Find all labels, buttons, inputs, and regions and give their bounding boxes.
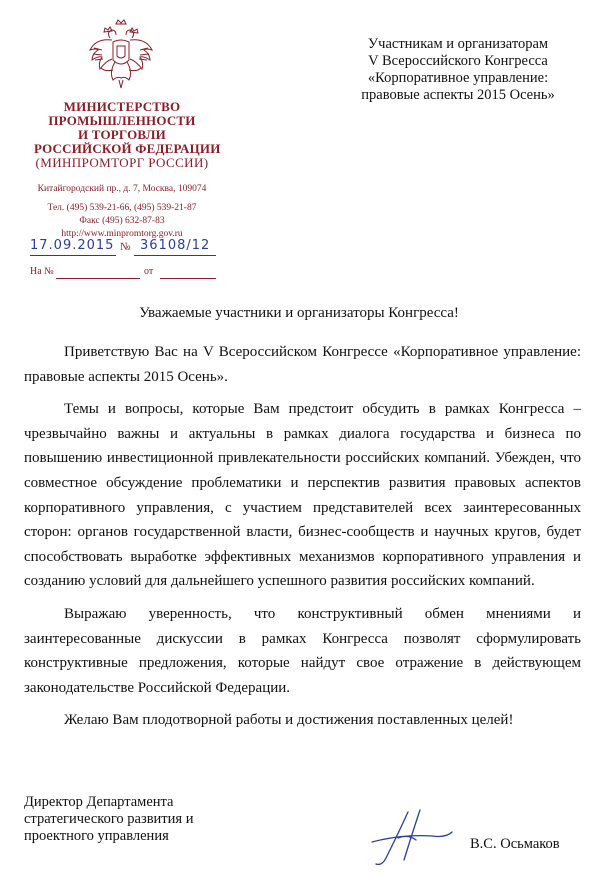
- addressee-line: правовые аспекты 2015 Осень»: [361, 87, 555, 103]
- reference-date-underline: [160, 278, 216, 279]
- ministry-address: Китайгородский пр., д. 7, Москва, 109074: [37, 184, 207, 194]
- registration-number-sign: №: [120, 241, 131, 253]
- registration-number: 36108/12: [140, 238, 211, 253]
- ministry-fax: Факс (495) 632-87-83: [79, 216, 165, 226]
- ministry-contacts: [22, 183, 222, 241]
- date-underline: [30, 255, 116, 256]
- reference-from-label: от: [144, 266, 154, 277]
- body-paragraph: Желаю Вам плодотворной работы и достижения поставленных целей!: [64, 712, 514, 729]
- signatory-title-line: проектного управления: [24, 828, 169, 844]
- registration-line: [30, 240, 216, 258]
- reference-line: [30, 266, 216, 280]
- ministry-phone: Тел. (495) 539-21-66, (495) 539-21-87: [47, 203, 197, 213]
- reference-underline: [56, 278, 140, 279]
- addressee-line: V Всероссийского Конгресса: [368, 53, 548, 69]
- body-paragraph: Выражаю уверенность, что конструктивный обмен мнениями и заинтересованные дискуссии в рамках Конгресса позволят сформулировать конструктивные предложения, которые найдут свое отражение в действующем законодательстве Российской Федерации.: [24, 605, 581, 696]
- number-underline: [134, 255, 216, 256]
- ministry-line: И ТОРГОВЛИ: [78, 127, 166, 142]
- addressee-block: [338, 36, 578, 104]
- signatory-title-line: стратегического развития и: [24, 811, 194, 827]
- letter-body: [24, 340, 581, 741]
- addressee-line: Участникам и организаторам: [367, 36, 549, 52]
- addressee-line: «Корпоративное управление:: [367, 70, 549, 86]
- handwritten-signature: [368, 808, 458, 868]
- ministry-line: РОССИЙСКОЙ ФЕДЕРАЦИИ: [34, 141, 221, 156]
- signatory-name: В.С. Осьмаков: [470, 836, 560, 852]
- coat-of-arms-emblem: [86, 18, 156, 96]
- signatory-title: [24, 794, 264, 845]
- body-paragraph: Темы и вопросы, которые Вам предстоит обсудить в рамках Конгресса – чрезвычайно важны и актуальны в рамках диалога государства и бизнеса по повышению инвестиционной привлекательности российских компаний. Убежден, что совместное обсуждение проблематики и перспектив развития правовых аспектов корпоративного управления, с участием представителей всех заинтересованных сторон: органов государственной власти, бизнес-сообществ и научных кругов, будет способствовать выработке эффективных механизмов корпоративного управления и созданию условий для дальнейшего успешного развития российских компаний.: [24, 401, 581, 590]
- reference-label: На №: [30, 266, 54, 277]
- registration-date: 17.09.2015: [30, 238, 115, 253]
- ministry-name: [34, 99, 221, 170]
- ministry-line: ПРОМЫШЛЕННОСТИ: [48, 113, 196, 128]
- body-paragraph: Приветствую Вас на V Всероссийском Конгрессе «Корпоративное управление: правовые аспекты 2015 Осень».: [24, 344, 581, 385]
- salutation: Уважаемые участники и организаторы Конгресса!: [139, 305, 459, 321]
- signatory-title-line: Директор Департамента: [24, 794, 174, 810]
- ministry-website: http://www.minpromtorg.gov.ru: [61, 229, 183, 239]
- ministry-line: МИНИСТЕРСТВО: [63, 99, 181, 114]
- ministry-abbreviation: (МИНПРОМТОРГ РОССИИ): [35, 155, 209, 170]
